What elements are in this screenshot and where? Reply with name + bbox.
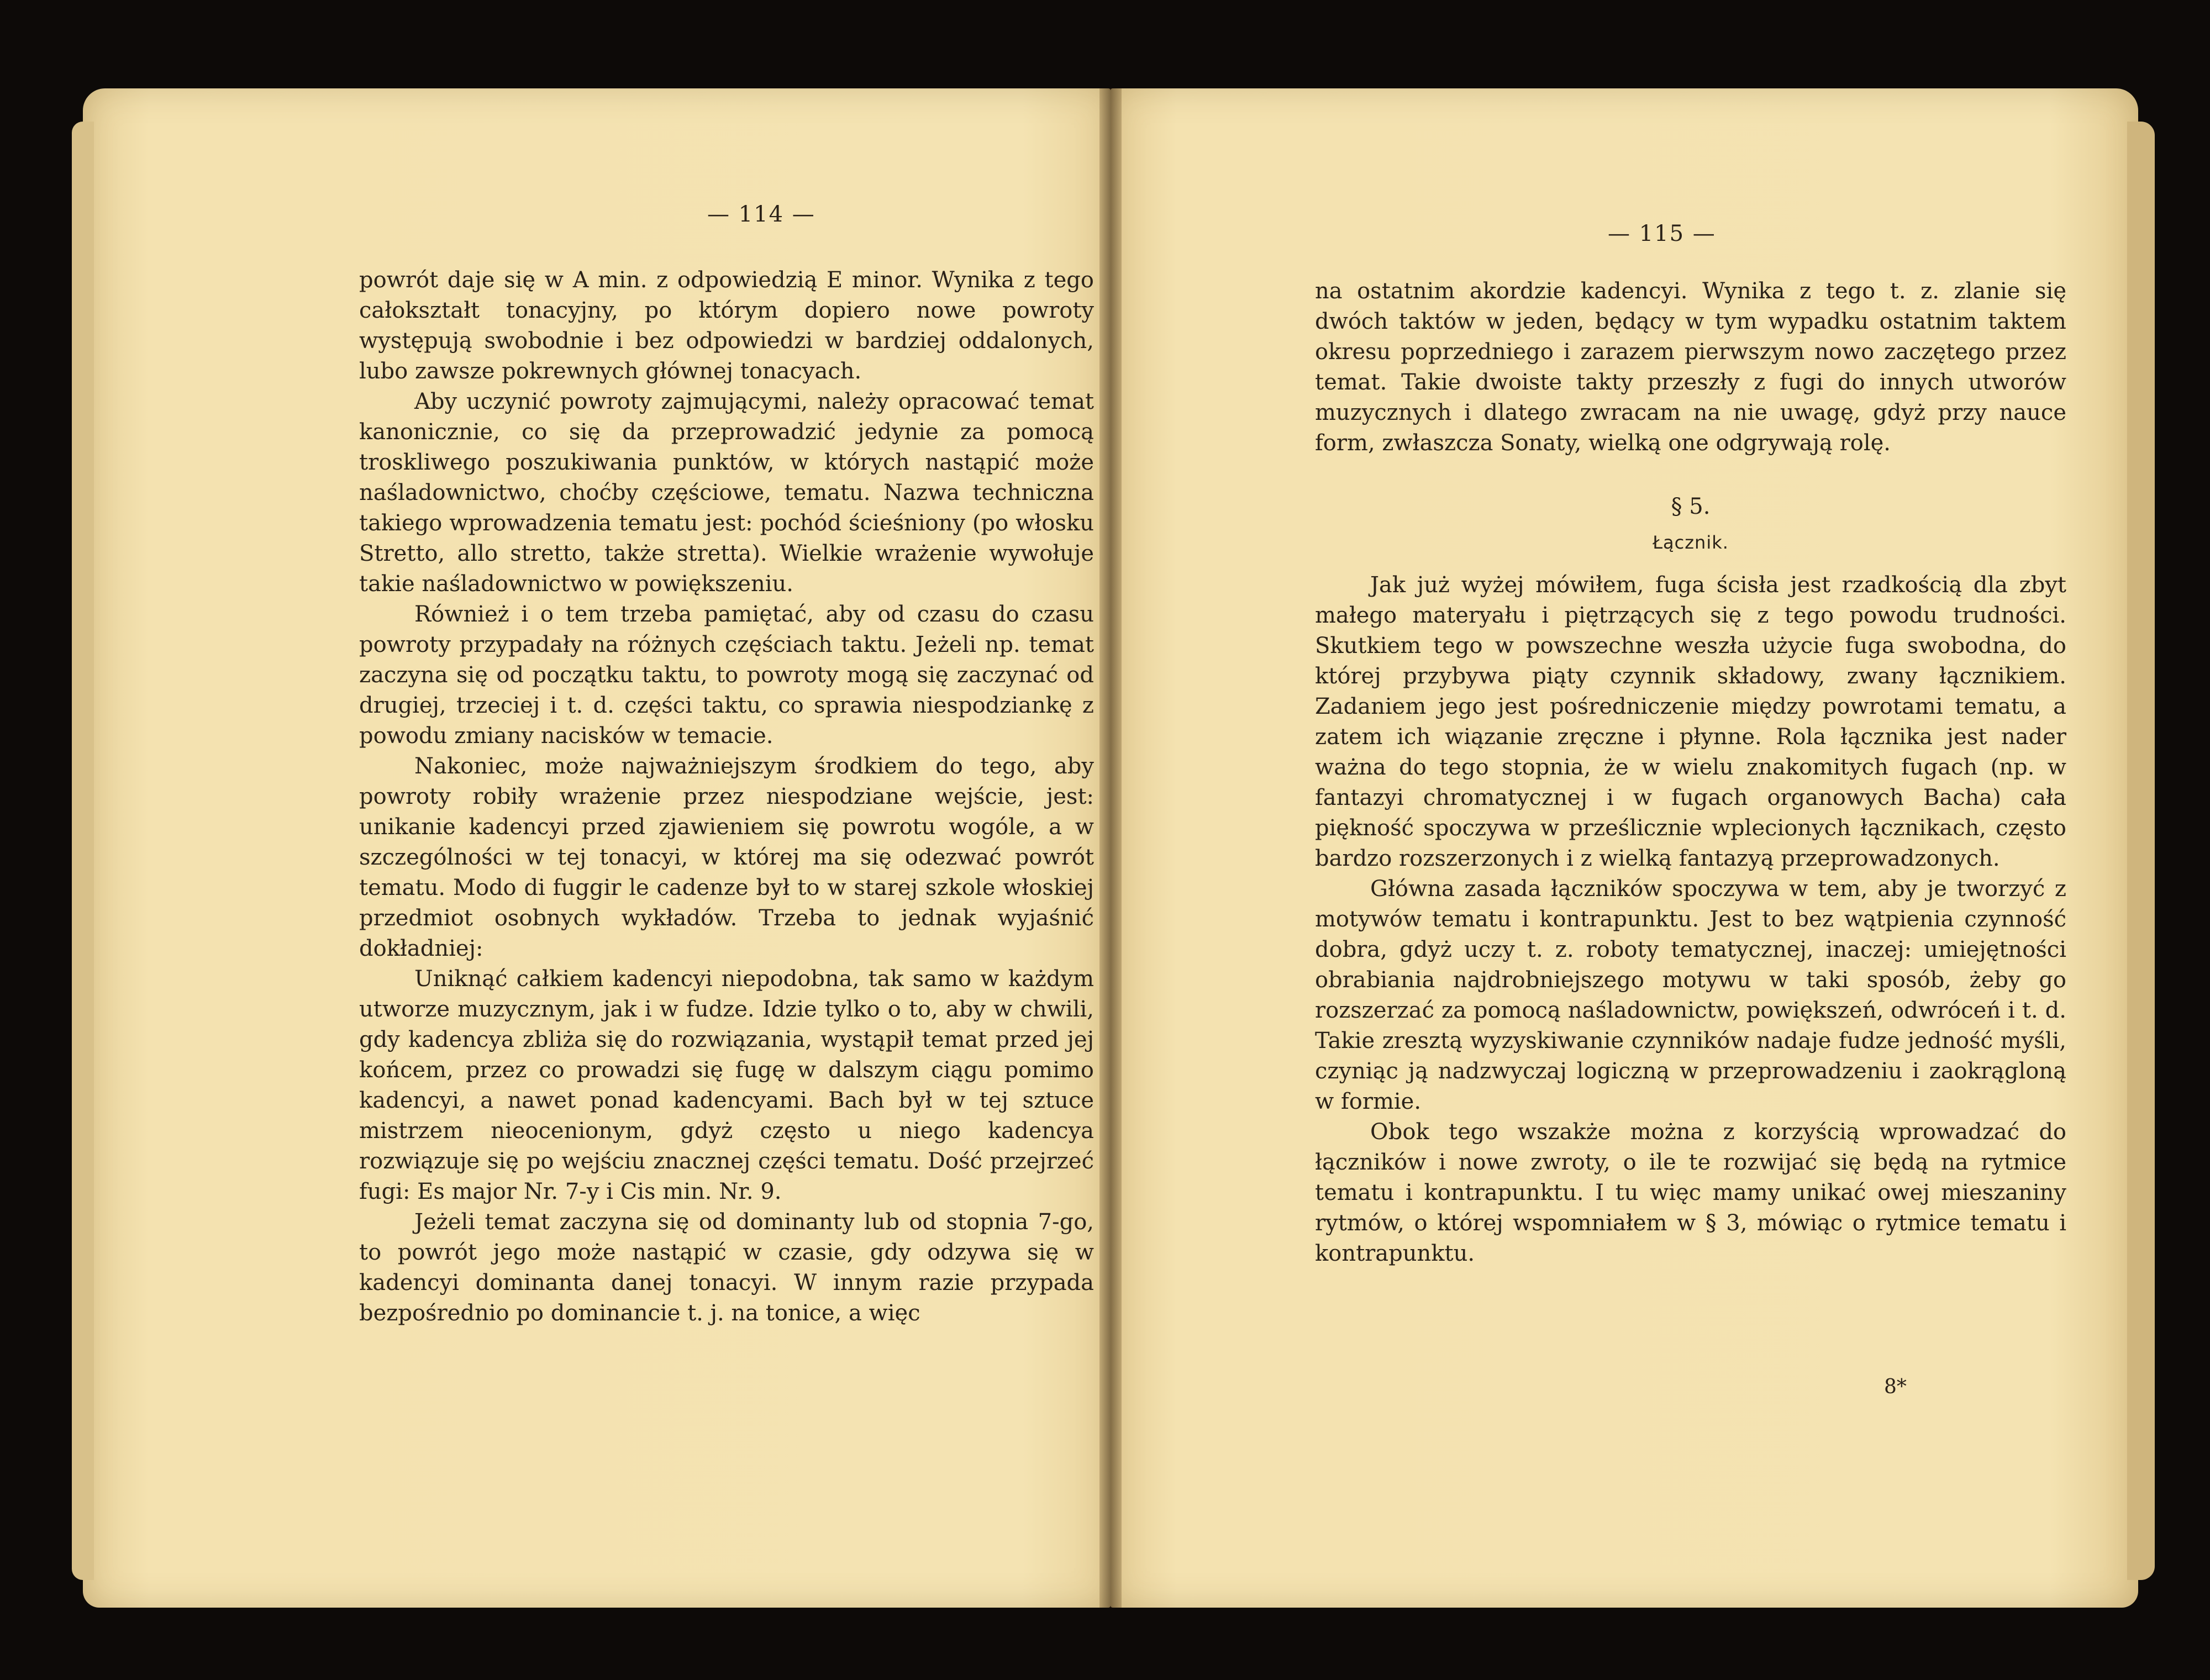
- left-paragraph-6: Jeżeli temat zaczyna się od dominanty lub od stopnia 7-go, to powrót jego może nastąpić w czasie, gdy odzywa się w kadencyi dominanta danej tonacyi. W innym razie przypada bezpośrednio po dominancie t. j. na tonice, a więc: [359, 1209, 1094, 1326]
- right-paragraph-1: Jak już wyżej mówiłem, fuga ścisła jest rzadkością dla zbyt małego materyału i piętrzących się z tego powodu trudności. Skutkiem tego w powszechne weszła użycie fuga swobodna, do której przybywa piąty czynnik składowy, zwany łącznikiem. Zadaniem jego jest pośredniczenie między powrotami tematu, a zatem ich wiązanie zręczne i płynne. Rola łącznika jest nader ważna do tego stopnia, że w wielu znakomitych fugach (np. w fantazyi chromatycznej i w fugach organowych Bacha) cała piękność spoczywa w prześlicznie wplecionych łącznikach, często bardzo rozszerzonych i z wielką fantazyą przeprowadzonych.: [1315, 572, 2066, 871]
- left-paragraph-4: Nakoniec, może najważniejszym środkiem do tego, aby powroty robiły wrażenie przez niespodziane wejście, jest: unikanie kadencyi przed zjawieniem się powrotu wogóle, a w szczególności w tej tonacyi, w której ma się odezwać powrót tematu. Modo di fuggir le cadenze był to w starej szkole włoskiej przedmiot osobnych wykładów. Trzeba to jednak wyjaśnić dokładniej:: [359, 754, 1094, 961]
- section-title: Łącznik.: [1653, 532, 1729, 553]
- left-page-number: — 114 —: [707, 202, 815, 227]
- printer-signature: 8*: [1884, 1376, 1907, 1398]
- open-book: [83, 88, 2138, 1608]
- left-paragraph-5: Uniknąć całkiem kadencyi niepodobna, tak samo w każdym utworze muzycznym, jak i w fudze. Idzie tylko o to, aby w chwili, gdy kadencya zbliża się do rozwiązania, wystąpił temat przed jej końcem, przez co prowadzi się fugę w dalszym ciągu pomimo kadencyi, a nawet ponad kadencyami. Bach był w tej sztuce mistrzem nieocenionym, gdyż często u niego kadencya rozwiązuje się po wejściu znacznej części tematu. Dość przejrzeć fugi: Es major Nr. 7-y i Cis min. Nr. 9.: [359, 966, 1094, 1204]
- left-page: [83, 88, 1111, 1608]
- left-paragraph-3: Również i o tem trzeba pamiętać, aby od czasu do czasu powroty przypadały na różnych częściach taktu. Jeżeli np. temat zaczyna się od początku taktu, to powroty mogą się zaczynać od drugiej, trzeciej i t. d. części taktu, co sprawia niespodziankę z powodu zmiany nacisków w temacie.: [359, 602, 1094, 749]
- right-page-edge: [2127, 122, 2155, 1580]
- right-page: [1111, 88, 2138, 1608]
- right-page-number: — 115 —: [1608, 221, 1716, 246]
- left-paragraph-1: powrót daje się w A min. z odpowiedzią E minor. Wynika z tego całokształt tonacyjny, po którym dopiero nowe powroty występują swobodnie i bez odpowiedzi w bardziej oddalonych, lubo zawsze pokrewnych głównej tonacyach.: [359, 267, 1094, 384]
- book-gutter: [1099, 88, 1122, 1608]
- left-page-edge: [72, 122, 94, 1580]
- right-page-body: [1315, 276, 2066, 1269]
- left-page-body: [359, 265, 1094, 1329]
- right-paragraph-3: Obok tego wszakże można z korzyścią wprowadzać do łączników i nowe zwroty, o ile te rozwijać się będą na rytmice tematu i kontrapunktu. I tu więc mamy unikać owej mieszaniny rytmów, o której wspomniałem w § 3, mówiąc o rytmice tematu i kontrapunktu.: [1315, 1119, 2066, 1266]
- section-number: § 5.: [1671, 494, 1711, 519]
- right-paragraph-top: na ostatnim akordzie kadencyi. Wynika z tego t. z. zlanie się dwóch taktów w jeden, będący w tym wypadku ostatnim taktem okresu poprzedniego i zarazem pierwszym nowo zaczętego przez temat. Takie dwoiste takty przeszły z fugi do innych utworów muzycznych i dlatego zwracam na nie uwagę, gdyż przy nauce form, zwłaszcza Sonaty, wielką one odgrywają rolę.: [1315, 278, 2066, 456]
- right-paragraph-2: Główna zasada łączników spoczywa w tem, aby je tworzyć z motywów tematu i kontrapunktu. Jest to bez wątpienia czynność dobra, gdyż uczy t. z. roboty tematycznej, inaczej: umiejętności obrabiania najdrobniejszego motywu w taki sposób, żeby go rozszerzać za pomocą naśladownictw, powiększeń, odwróceń i t. d. Takie zresztą wyzyskiwanie czynników nadaje fudze jedność myśli, czyniąc ją nadzwyczaj logiczną w przeprowadzeniu i zaokrągloną w formie.: [1315, 876, 2066, 1114]
- left-paragraph-2: Aby uczynić powroty zajmującymi, należy opracować temat kanonicznie, co się da przeprowadzić jedynie za pomocą troskliwego poszukiwania punktów, w których nastąpić może naśladownictwo, choćby częściowe, tematu. Nazwa techniczna takiego wprowadzenia tematu jest: pochód ścieśniony (po włosku Stretto, allo stretto, także stretta). Wielkie wrażenie wywołuje takie naśladownictwo w powiększeniu.: [359, 389, 1094, 597]
